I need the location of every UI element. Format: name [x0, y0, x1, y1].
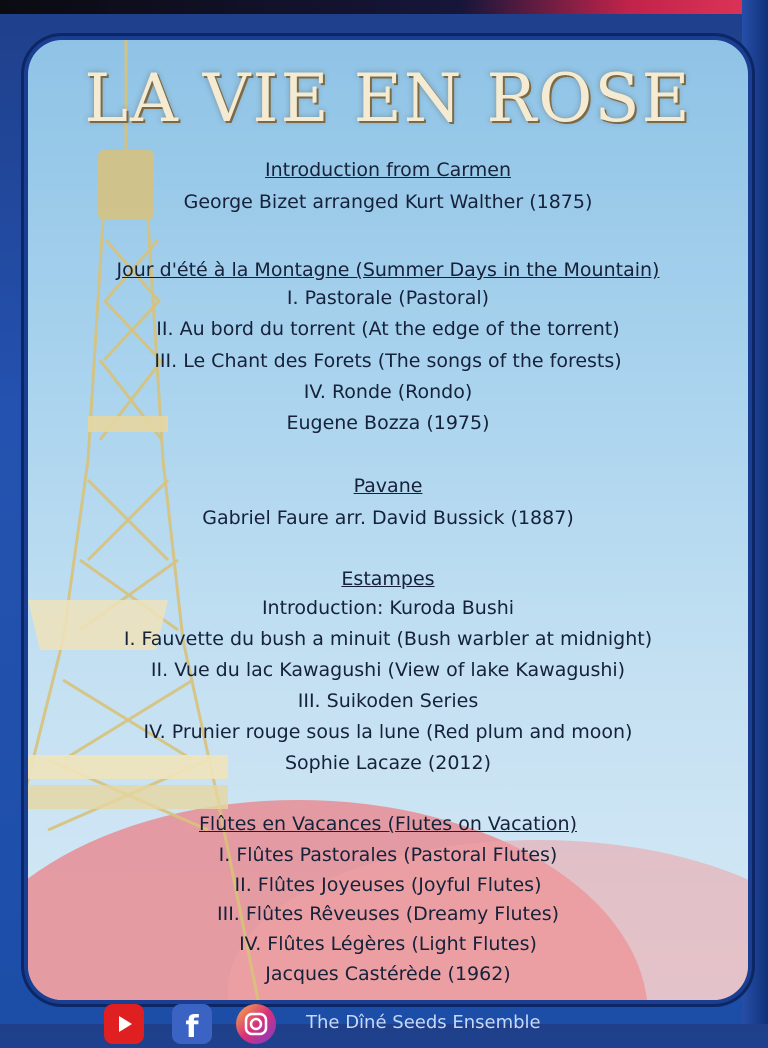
section-heading: Pavane	[353, 475, 423, 497]
program-line: III. Flûtes Rêveuses (Dreamy Flutes)	[216, 903, 560, 925]
program-line: Introduction: Kuroda Bushi	[261, 597, 515, 619]
program-line: II. Au bord du torrent (At the edge of the torrent)	[156, 318, 620, 340]
program-line: I. Fauvette du bush a minuit (Bush warbler at midnight)	[123, 628, 653, 650]
program-line: III. Suikoden Series	[297, 690, 479, 712]
program-line: Jacques Castérède (1962)	[265, 963, 511, 985]
program-card	[28, 40, 748, 1000]
program-line: II. Flûtes Joyeuses (Joyful Flutes)	[234, 874, 542, 896]
program-line: Sophie Lacaze (2012)	[285, 752, 491, 774]
program-line: II. Vue du lac Kawagushi (View of lake Kawagushi)	[150, 659, 626, 681]
program-line: Eugene Bozza (1975)	[286, 412, 490, 434]
program-line: George Bizet arranged Kurt Walther (1875)	[183, 191, 593, 213]
program-line: Gabriel Faure arr. David Bussick (1887)	[202, 507, 574, 529]
section-heading: Estampes	[341, 568, 435, 590]
youtube-icon[interactable]	[104, 1004, 144, 1044]
program-line: IV. Flûtes Légères (Light Flutes)	[239, 933, 537, 955]
section-heading: Flûtes en Vacances (Flutes on Vacation)	[199, 813, 577, 835]
program-line: I. Flûtes Pastorales (Pastoral Flutes)	[218, 844, 558, 866]
program-line: I. Pastorale (Pastoral)	[286, 287, 490, 309]
window-top-strip	[0, 0, 768, 14]
footer-text: The Dîné Seeds Ensemble	[306, 1012, 541, 1033]
program-line: IV. Ronde (Rondo)	[303, 381, 473, 403]
program-content	[28, 40, 748, 1000]
program-line: III. Le Chant des Forets (The songs of the forests)	[154, 350, 622, 372]
section-heading: Jour d'été à la Montagne (Summer Days in the Mountain)	[116, 259, 660, 281]
section-heading: Introduction from Carmen	[265, 159, 511, 181]
program-line: IV. Prunier rouge sous la lune (Red plum and moon)	[143, 721, 633, 743]
instagram-icon[interactable]	[236, 1004, 276, 1044]
svg-text:f: f	[185, 1010, 199, 1044]
page-title: LA VIE EN ROSE	[84, 60, 692, 137]
facebook-icon[interactable]	[172, 1004, 212, 1044]
